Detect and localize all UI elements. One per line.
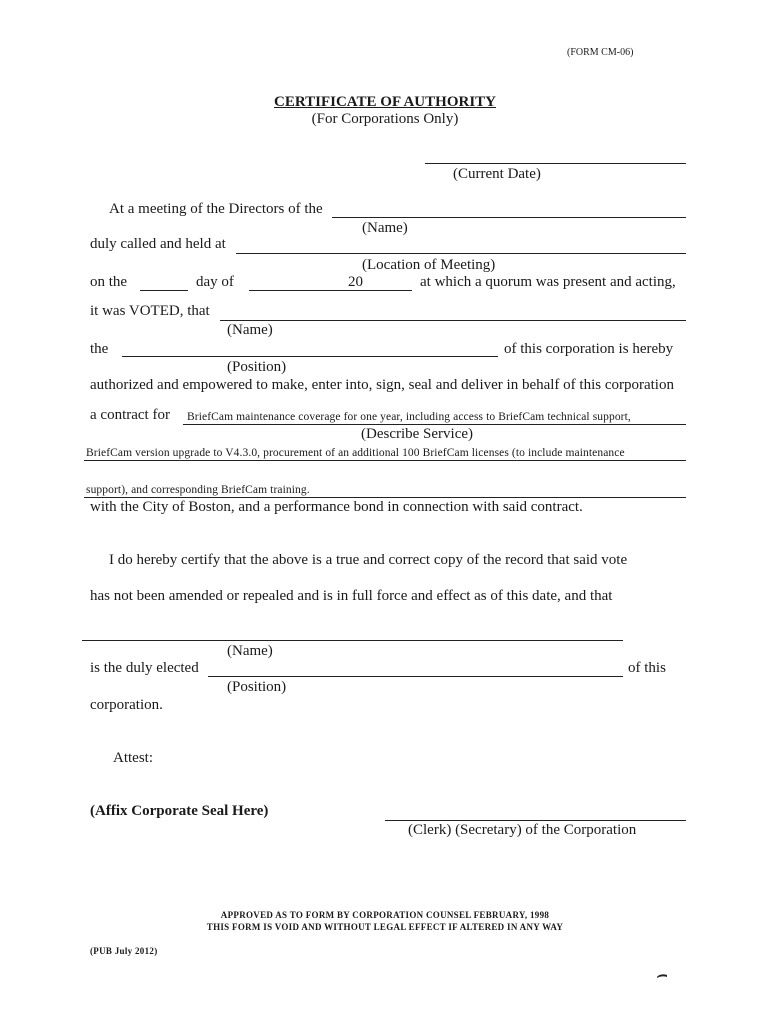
service-line-3-rule[interactable]	[84, 497, 686, 498]
current-date-label: (Current Date)	[453, 166, 541, 182]
clerk-signature-line[interactable]	[385, 820, 686, 821]
attest-text: Attest:	[113, 750, 153, 766]
with-city-text: with the City of Boston, and a performance bond in connection with said contract.	[90, 499, 583, 515]
voted-text: it was VOTED, that	[90, 303, 210, 319]
page-subtitle: (For Corporations Only)	[311, 111, 459, 127]
approved-note: APPROVED AS TO FORM BY CORPORATION COUNSEL FEBRUARY, 1998	[220, 910, 550, 920]
year-prefix: 20	[348, 274, 363, 290]
form-id: (FORM CM-06)	[567, 47, 634, 58]
location-line[interactable]	[236, 253, 686, 254]
hereby-text: of this corporation is hereby	[504, 341, 674, 357]
corporate-seal-text: (Affix Corporate Seal Here)	[90, 803, 269, 819]
contract-for-text: a contract for	[90, 407, 170, 423]
void-note: THIS FORM IS VOID AND WITHOUT LEGAL EFFECT IF ALTERED IN ANY WAY	[206, 922, 564, 932]
certify-name-line[interactable]	[82, 640, 623, 641]
the-text: the	[90, 341, 109, 357]
month-year-line[interactable]	[249, 290, 412, 291]
day-line[interactable]	[140, 290, 188, 291]
on-the-text: on the	[90, 274, 128, 290]
voted-name-line[interactable]	[220, 320, 686, 321]
quorum-text: at which a quorum was present and acting,	[420, 274, 676, 290]
corporation-name-label: (Name)	[362, 220, 408, 236]
location-label: (Location of Meeting)	[362, 257, 496, 273]
position-label: (Position)	[227, 359, 287, 375]
day-of-text: day of	[196, 274, 234, 290]
held-at-text: duly called and held at	[90, 236, 226, 252]
meeting-intro: At a meeting of the Directors of the	[109, 201, 323, 217]
describe-service-label: (Describe Service)	[361, 426, 474, 442]
duly-elected-text: is the duly elected	[90, 660, 199, 676]
authorized-text: authorized and empowered to make, enter into, sign, seal and deliver in behalf of this corporation	[90, 377, 674, 393]
page-title: CERTIFICATE OF AUTHORITY	[273, 94, 496, 110]
of-this-text: of this	[628, 660, 666, 676]
voted-name-label: (Name)	[227, 322, 273, 338]
service-line-2-rule[interactable]	[84, 460, 686, 461]
certify-line-2: has not been amended or repealed and is in full force and effect as of this date, and that	[90, 588, 613, 604]
service-line-3: support), and corresponding BriefCam training.	[86, 484, 310, 496]
position-line[interactable]	[122, 356, 498, 357]
service-line-1-rule[interactable]	[183, 424, 686, 425]
certify-position-line[interactable]	[208, 676, 623, 677]
corner-mark-icon	[656, 966, 668, 984]
service-line-1: BriefCam maintenance coverage for one year, including access to BriefCam technical support,	[187, 411, 631, 423]
certify-name-label: (Name)	[227, 643, 273, 659]
corporation-text: corporation.	[90, 697, 163, 713]
corporation-name-line[interactable]	[332, 217, 686, 218]
clerk-label: (Clerk) (Secretary) of the Corporation	[408, 822, 637, 838]
current-date-line[interactable]	[425, 163, 686, 164]
certify-line-1: I do hereby certify that the above is a true and correct copy of the record that said vote	[109, 552, 628, 568]
certify-position-label: (Position)	[227, 679, 287, 695]
service-line-2: BriefCam version upgrade to V4.3.0, procurement of an additional 100 BriefCam licenses (to include maintenance	[86, 447, 625, 459]
pub-note: (PUB July 2012)	[90, 946, 158, 956]
